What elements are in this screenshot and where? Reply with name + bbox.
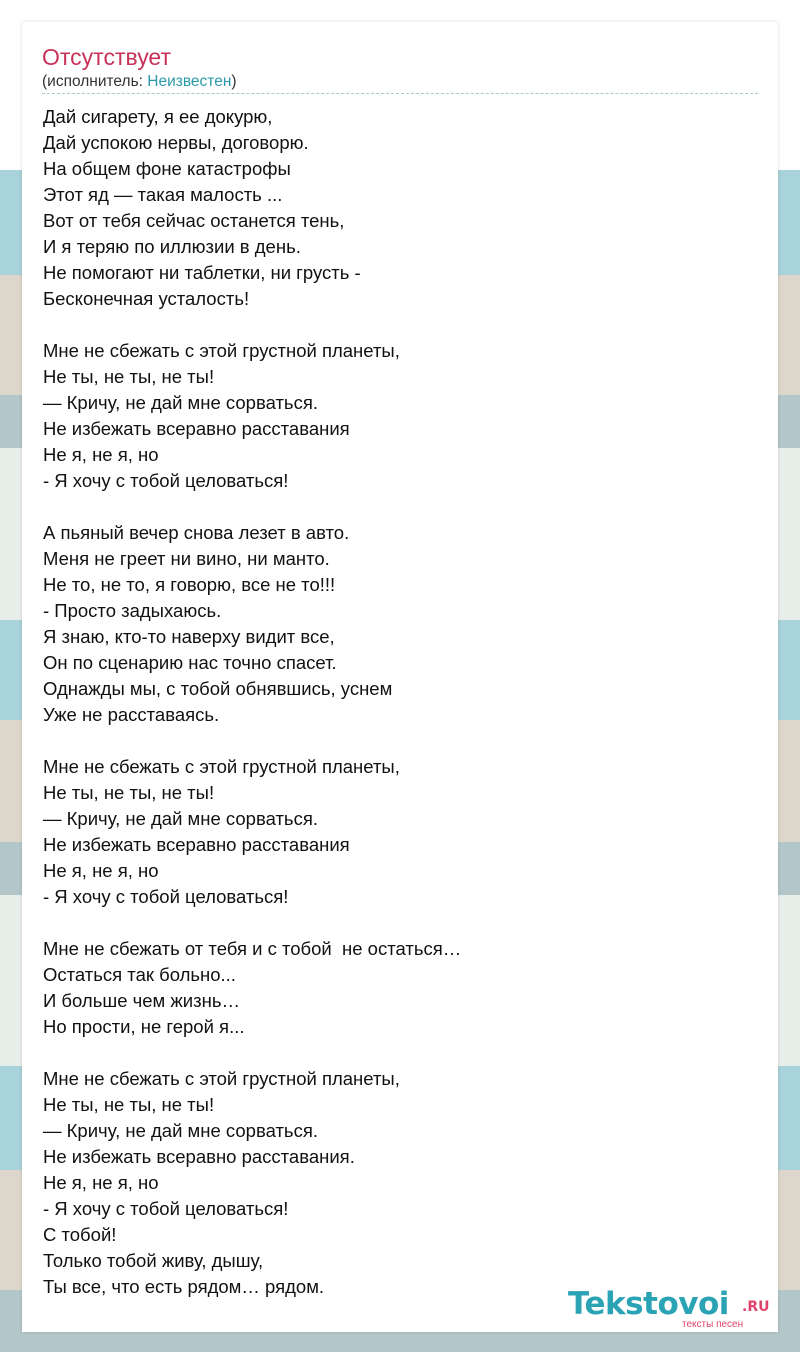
lyric-line: С тобой! <box>43 1224 117 1245</box>
lyric-line: Не я, не я, но <box>43 860 159 881</box>
lyric-line: Однажды мы, с тобой обнявшись, уснем <box>43 678 393 699</box>
lyric-line: — Кричу, не дай мне сорваться. <box>43 392 318 413</box>
lyric-line <box>43 494 753 520</box>
lyric-line: Мне не сбежать с этой грустной планеты, <box>43 756 400 777</box>
lyric-line: Дай успокою нервы, договорю. <box>43 132 309 153</box>
lyric-line: Вот от тебя сейчас останется тень, <box>43 210 345 231</box>
lyric-line: Не избежать всеравно расставания. <box>43 1146 355 1167</box>
lyric-line <box>43 1040 753 1066</box>
performer-suffix: ) <box>231 73 237 90</box>
logo-tagline: тексты песен <box>682 1319 744 1330</box>
lyric-line: Не ты, не ты, не ты! <box>43 366 215 387</box>
lyric-line: Не помогают ни таблетки, ни грусть - <box>43 262 361 283</box>
logo-tld: .RU <box>742 1299 770 1315</box>
lyric-line: Не я, не я, но <box>43 1172 159 1193</box>
lyric-line: Остаться так больно... <box>43 964 236 985</box>
lyric-line: Не то, не то, я говорю, все не то!!! <box>43 574 336 595</box>
lyric-line: Но прости, не герой я... <box>43 1016 245 1037</box>
lyric-line: — Кричу, не дай мне сорваться. <box>43 1120 318 1141</box>
lyric-line: Не я, не я, но <box>43 444 159 465</box>
lyric-line: — Кричу, не дай мне сорваться. <box>43 808 318 829</box>
lyric-line: И больше чем жизнь… <box>43 990 240 1011</box>
lyric-line: Только тобой живу, дышу, <box>43 1250 264 1271</box>
lyric-line <box>43 910 753 936</box>
lyric-line: На общем фоне катастрофы <box>43 158 291 179</box>
lyric-line: Ты все, что есть рядом… рядом. <box>43 1276 325 1297</box>
lyric-line: Этот яд — такая малость ... <box>43 184 283 205</box>
lyric-line: Не избежать всеравно расставания <box>43 834 350 855</box>
lyric-line: Я знаю, кто-то наверху видит все, <box>43 626 335 647</box>
site-logo[interactable] <box>568 1286 778 1332</box>
lyric-line: Дай сигарету, я ее докурю, <box>43 106 273 127</box>
lyric-line: Не избежать всеравно расставания <box>43 418 350 439</box>
lyric-line <box>43 312 753 338</box>
lyric-line: - Я хочу с тобой целоваться! <box>43 1198 289 1219</box>
logo-brand: Tekstovoi <box>568 1286 729 1322</box>
lyric-line: Мне не сбежать от тебя и с тобой не остаться… <box>43 938 462 959</box>
artist-link[interactable]: Неизвестен <box>147 73 232 90</box>
lyric-line: А пьяный вечер снова лезет в авто. <box>43 522 350 543</box>
lyric-line: Не ты, не ты, не ты! <box>43 782 215 803</box>
song-title: Отсутствует <box>42 44 171 70</box>
performer-prefix: (исполнитель: <box>42 73 148 90</box>
lyric-line: Мне не сбежать с этой грустной планеты, <box>43 340 400 361</box>
lyric-line: Уже не расставаясь. <box>43 704 220 725</box>
lyric-line: Бесконечная усталость! <box>43 288 250 309</box>
lyrics-card <box>22 22 778 1332</box>
title-divider <box>42 93 758 94</box>
lyric-line: И я теряю по иллюзии в день. <box>43 236 301 257</box>
lyrics-text <box>43 104 753 1300</box>
lyric-line: Меня не греет ни вино, ни манто. <box>43 548 330 569</box>
lyric-line: - Просто задыхаюсь. <box>43 600 222 621</box>
lyric-line <box>43 728 753 754</box>
lyric-line: - Я хочу с тобой целоваться! <box>43 470 289 491</box>
lyric-line: Мне не сбежать с этой грустной планеты, <box>43 1068 400 1089</box>
lyric-line: Не ты, не ты, не ты! <box>43 1094 215 1115</box>
lyric-line: Он по сценарию нас точно спасет. <box>43 652 337 673</box>
performer-line <box>42 72 237 92</box>
lyric-line: - Я хочу с тобой целоваться! <box>43 886 289 907</box>
